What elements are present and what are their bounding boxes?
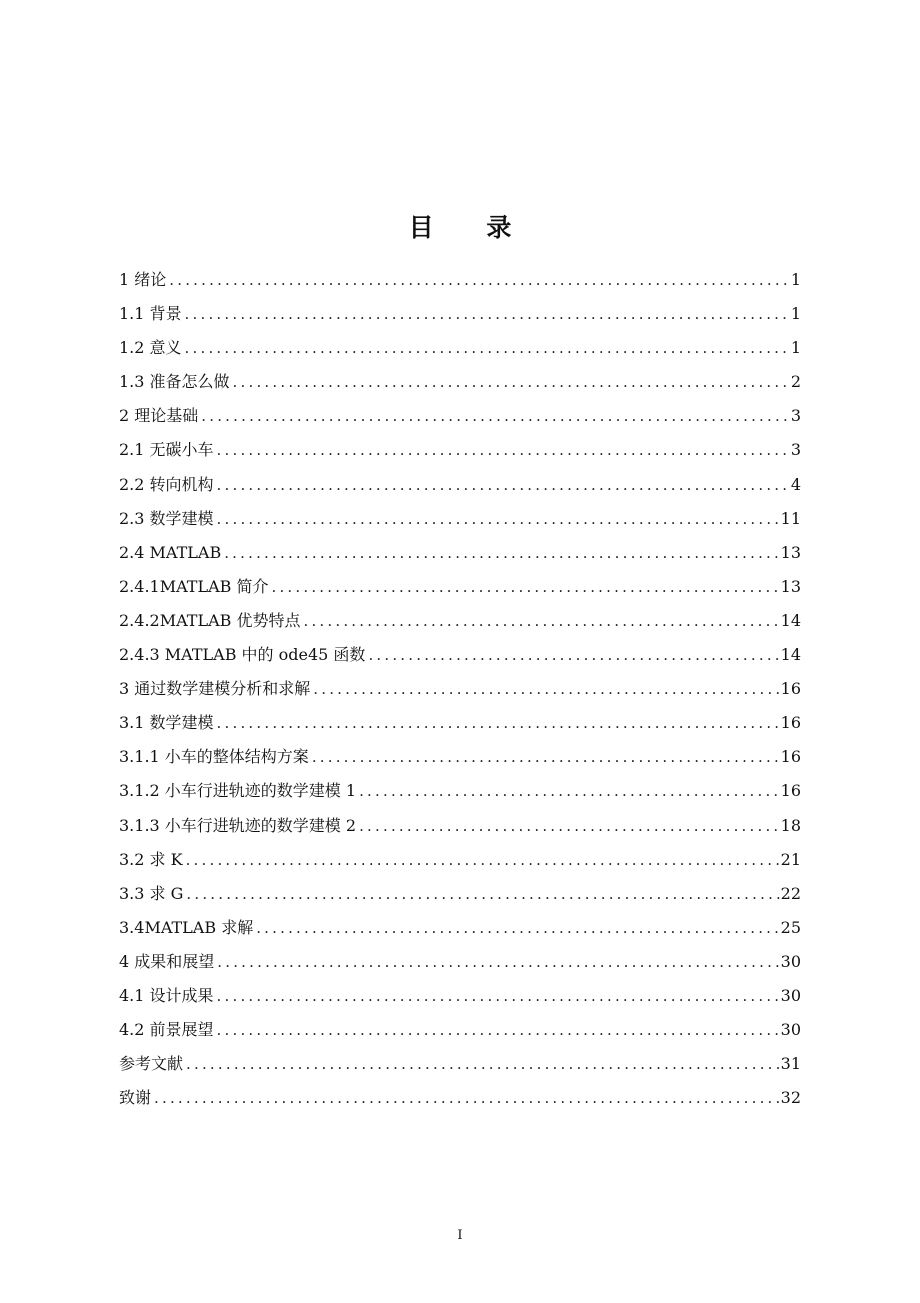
toc-entry-page-number: 18: [780, 815, 801, 835]
toc-dot-leader: [313, 672, 779, 706]
toc-entry-title: 2.4.3 MATLAB 中的 ode45 函数: [119, 645, 366, 665]
toc-entry[interactable]: [119, 536, 801, 570]
toc-entry[interactable]: [119, 1047, 801, 1081]
toc-entry-title: 3.1.2 小车行进轨迹的数学建模 1: [119, 781, 357, 801]
toc-entry-page-number: 1: [790, 270, 801, 289]
toc-entry-page-number: 13: [780, 576, 801, 596]
toc-entry-page-number: 3: [790, 406, 801, 426]
toc-entry-page-number: 21: [780, 849, 801, 869]
toc-dot-leader: [185, 297, 790, 331]
page-title: 目 录: [408, 213, 534, 242]
toc-entry-page-number: 1: [790, 304, 801, 324]
toc-entry[interactable]: [119, 399, 801, 433]
toc-entry-page-number: 30: [780, 951, 801, 971]
toc-dot-leader: [217, 433, 790, 467]
toc-entry[interactable]: [119, 911, 801, 945]
toc-entry[interactable]: [119, 877, 801, 911]
toc-entry-page-number: 4: [790, 474, 801, 494]
toc-dot-leader: [303, 604, 779, 638]
toc-entry[interactable]: [119, 809, 801, 843]
table-of-contents: [119, 263, 801, 1115]
toc-entry-title: 2.4.1MATLAB 简介: [119, 576, 269, 596]
toc-dot-leader: [217, 1013, 780, 1047]
toc-entry[interactable]: [119, 502, 801, 536]
toc-entry-page-number: 14: [780, 645, 801, 665]
toc-dot-leader: [256, 911, 779, 945]
toc-dot-leader: [201, 399, 790, 433]
toc-entry[interactable]: [119, 263, 801, 297]
toc-entry[interactable]: [119, 570, 801, 604]
toc-entry[interactable]: [119, 945, 801, 979]
toc-entry[interactable]: [119, 468, 801, 502]
page-number-footer: I: [457, 1228, 463, 1243]
toc-dot-leader: [217, 706, 780, 740]
toc-entry-page-number: 16: [780, 679, 801, 699]
toc-entry-page-number: 31: [780, 1054, 801, 1074]
toc-entry-page-number: 16: [780, 747, 801, 767]
toc-dot-leader: [217, 502, 780, 536]
toc-entry[interactable]: [119, 365, 801, 399]
toc-entry-title: 4.2 前景展望: [119, 1020, 214, 1040]
toc-dot-leader: [186, 1047, 780, 1081]
toc-entry-page-number: 14: [780, 610, 801, 630]
toc-entry-title: 3.1.1 小车的整体结构方案: [119, 747, 309, 767]
toc-entry-title: 3.1.3 小车行进轨迹的数学建模 2: [119, 815, 357, 835]
toc-entry[interactable]: [119, 433, 801, 467]
toc-dot-leader: [233, 365, 790, 399]
toc-entry-page-number: 11: [780, 508, 801, 528]
toc-entry-title: 4.1 设计成果: [119, 985, 214, 1005]
toc-entry[interactable]: [119, 706, 801, 740]
toc-entry-title: 4 成果和展望: [119, 951, 215, 971]
toc-entry-page-number: 30: [780, 1020, 801, 1040]
toc-entry-title: 2 理论基础: [119, 406, 199, 426]
toc-dot-leader: [368, 638, 779, 672]
toc-entry[interactable]: [119, 774, 801, 808]
toc-dot-leader: [154, 1081, 780, 1115]
toc-entry-title: 1.3 准备怎么做: [119, 372, 230, 392]
toc-entry-title: 2.1 无碳小车: [119, 440, 214, 460]
toc-dot-leader: [217, 468, 790, 502]
toc-entry-title: 3.3 求 G: [119, 883, 184, 903]
toc-dot-leader: [312, 740, 780, 774]
toc-entry-title: 2.4 MATLAB: [119, 542, 222, 562]
toc-entry-title: 3 通过数学建模分析和求解: [119, 679, 311, 699]
toc-entry-page-number: 2: [790, 372, 801, 392]
toc-entry[interactable]: [119, 979, 801, 1013]
toc-entry-page-number: 13: [780, 542, 801, 562]
toc-entry[interactable]: [119, 843, 801, 877]
toc-entry-title: 2.2 转向机构: [119, 474, 214, 494]
toc-entry-page-number: 16: [780, 713, 801, 733]
toc-entry[interactable]: [119, 604, 801, 638]
toc-dot-leader: [359, 809, 780, 843]
toc-dot-leader: [359, 774, 780, 808]
toc-entry-title: 1.2 意义: [119, 338, 182, 358]
toc-entry-title: 1 绪论: [119, 270, 167, 289]
toc-dot-leader: [186, 843, 780, 877]
toc-entry[interactable]: [119, 297, 801, 331]
toc-entry-title: 2.3 数学建模: [119, 508, 214, 528]
toc-entry-page-number: 30: [780, 985, 801, 1005]
toc-entry[interactable]: [119, 672, 801, 706]
toc-dot-leader: [224, 536, 779, 570]
toc-entry-page-number: 3: [790, 440, 801, 460]
toc-entry-page-number: 32: [780, 1088, 801, 1108]
toc-entry-title: 2.4.2MATLAB 优势特点: [119, 610, 301, 630]
toc-entry-title: 参考文献: [119, 1054, 184, 1074]
toc-entry-title: 3.2 求 K: [119, 849, 183, 869]
toc-dot-leader: [217, 945, 779, 979]
toc-entry[interactable]: [119, 1013, 801, 1047]
toc-dot-leader: [186, 877, 779, 911]
toc-entry-page-number: 16: [780, 781, 801, 801]
toc-entry[interactable]: [119, 331, 801, 365]
toc-dot-leader: [271, 570, 779, 604]
toc-entry-title: 3.4MATLAB 求解: [119, 917, 254, 937]
toc-entry-title: 致谢: [119, 1088, 152, 1108]
toc-entry-page-number: 1: [790, 338, 801, 358]
toc-entry[interactable]: [119, 1081, 801, 1115]
toc-dot-leader: [169, 263, 790, 297]
toc-dot-leader: [185, 331, 790, 365]
toc-entry-page-number: 22: [780, 883, 801, 903]
toc-entry[interactable]: [119, 740, 801, 774]
toc-dot-leader: [217, 979, 780, 1013]
toc-entry-title: 1.1 背景: [119, 304, 182, 324]
toc-entry-title: 3.1 数学建模: [119, 713, 214, 733]
toc-entry[interactable]: [119, 638, 801, 672]
toc-entry-page-number: 25: [780, 917, 801, 937]
